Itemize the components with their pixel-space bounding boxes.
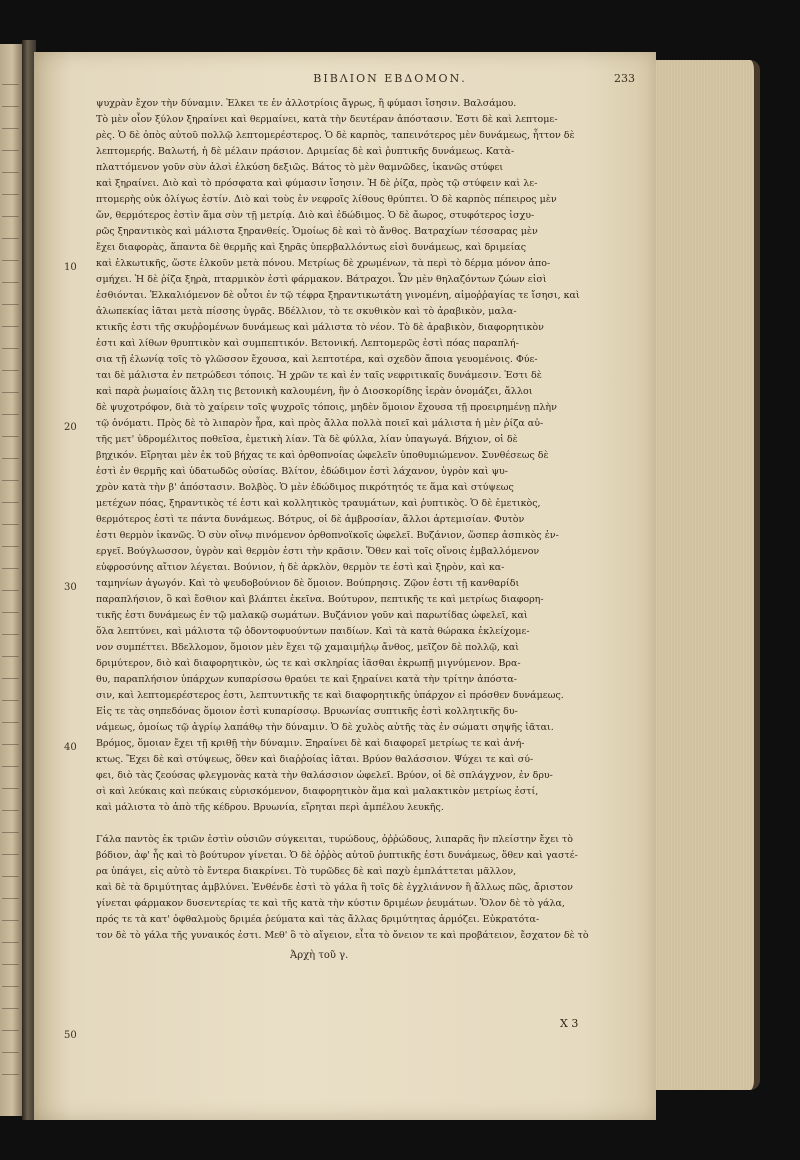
text-line: καὶ μάλιστα τὸ ἀπὸ τῆς κέδρου. Βρυωνία, εἴρηται περὶ ἀμπέλου λευκῆς. <box>96 802 444 813</box>
text-line: πλαττόμενον γοῦν σὺν ἁλσὶ ἐλκύση δεξιῶς. Βάτος τὸ μὲν θαμνῶδες, ἱκανῶς στύφει <box>96 162 504 173</box>
text-line: τικῆς ἐστι δυνάμεως ἐν τῷ μαλακῷ σωμάτων. Βυζάνιον γοῦν καὶ παρωτίδας ὠφελεῖ, καὶ <box>96 610 528 621</box>
left-page-text-mark <box>2 788 19 795</box>
text-line: μετέχων πόας, ξηραντικὸς τέ ἐστι καὶ κολλητικὸς τραυμάτων, καὶ ῥυπτικὸς. Ὁ δὲ ἐμετικὸς, <box>96 498 541 509</box>
text-line: νον συμπέττει. Βδελλομον, ὅμοιον μὲν ἔχει τῷ χαμαιμήλῳ ἄνθος, μεῖζον δὲ πολλῷ, καὶ <box>96 642 519 653</box>
text-line: πρός τε τὰ κατ' ὀφθαλμοὺς δριμέα ῥεύματα καὶ τὰς ἄλλας δριμύτητας ἁρμόζει. Εὐκρατότα- <box>96 914 540 925</box>
text-line: ἀλωπεκίας ἰᾶται μετὰ πίσσης ὑγρᾶς. Βδέλλιον, τὸ τε σκυθικὸν καὶ τὸ ἀραβικὸν, μαλα- <box>96 306 517 317</box>
margin-number: 20 <box>64 422 77 433</box>
left-page-text-mark <box>2 172 19 179</box>
text-line: ρα ὑπάγει, εἰς αὐτὸ τὸ ἔντερα διακρίνει. Τὸ τυρῶδες δὲ καὶ παχὺ ἐμπλάττεται μᾶλλον, <box>96 866 517 877</box>
left-page-text-mark <box>2 194 19 201</box>
left-page-text-mark <box>2 1052 19 1059</box>
page-number: 233 <box>614 72 635 85</box>
left-page-text-mark <box>2 458 19 465</box>
text-line: ἐσθιόνται. Ἑλκαλιόμενον δὲ οὗτοι ἐν τῷ τέφρα ξηραντικωτάτη γινομένη, αἱμοῤῥαγίας τε ἴσησι, καὶ <box>96 290 580 301</box>
left-page-text-mark <box>2 150 19 157</box>
left-page-text-mark <box>2 766 19 773</box>
margin-number: 30 <box>64 582 77 593</box>
margin-number: 10 <box>64 262 77 273</box>
left-page-text-mark <box>2 854 19 861</box>
left-page-text-mark <box>2 832 19 839</box>
left-page-text-mark <box>2 612 19 619</box>
text-line: σὶ καὶ λεύκαις καὶ πεύκαις εὑρισκόμενον, διαφορητικὸν ἅμα καὶ μαλακτικὸν μετρίως ἐστί, <box>96 786 539 797</box>
left-page-edge <box>0 44 22 1116</box>
left-page-text-mark <box>2 128 19 135</box>
text-line: βηχικόν. Εἴρηται μὲν ἐκ τοῦ βήχας τε καὶ ὀρθοπνοίας ὠφελεῖν ὑποθυμιώμενον. Συνθέσεως δὲ <box>96 450 549 461</box>
text-line: σιν, καὶ λεπτομερέστερος ἐστι, λεπτυντικῆς τε καὶ διαφορητικῆς ὑπάρχον εἰ πρόσθεν δυνάμεως. <box>96 690 564 701</box>
left-page-text-mark <box>2 1074 19 1081</box>
left-page-text-mark <box>2 84 19 91</box>
left-page-text-mark <box>2 282 19 289</box>
text-line: καὶ ἑλκωτικῆς, ὥστε ἑλκοῦν μετὰ πόνου. Μετρίως δὲ χρωμένων, τὰ περὶ τὸ δέρμα μόνον ἀπο- <box>96 258 551 269</box>
text-line: ἐστὶ ἐν θερμῆς καὶ ὑδατωδῶς οὐσίας. Βλίτον, ἐδώδιμον ἐστὶ λάχανον, ὑγρὸν καὶ ψυ- <box>96 466 509 477</box>
left-page-text-mark <box>2 524 19 531</box>
left-page-text-mark <box>2 942 19 949</box>
left-page-text-mark <box>2 1008 19 1015</box>
left-page-text-mark <box>2 920 19 927</box>
text-line: Εἰς τε τὰς σηπεδόνας ὅμοιον ἐστὶ κυπαρίσσῳ. Βρυωνίας συπτικῆς ἐστὶ κολλητικῆς δυ- <box>96 706 518 717</box>
text-line: καὶ παρὰ ῥωμαίοις ἄλλη τις βετονικὴ καλουμένη, ἣν ὁ Διοσκορίδης ἱερὰν ὀνομάζει, ἄλλοι <box>96 386 533 397</box>
left-page-text-mark <box>2 480 19 487</box>
left-page-text-mark <box>2 304 19 311</box>
signature-mark: X 3 <box>560 1017 579 1030</box>
left-page-text-mark <box>2 546 19 553</box>
left-page-text-mark <box>2 348 19 355</box>
left-page-text-mark <box>2 1030 19 1037</box>
left-page-text-mark <box>2 392 19 399</box>
text-line: ἐστι θερμὸν ἱκανῶς. Ὁ σὺν οἴνῳ πινόμενον ὀρθοπνοϊκοῖς ὠφελεῖ. Βυζάνιον, ὥσπερ ἀσπικὸς ἐν- <box>96 530 559 541</box>
left-page-text-mark <box>2 106 19 113</box>
text-line <box>96 816 636 832</box>
chapter-heading: Ἀρχὴ τοῦ γ. <box>290 950 349 961</box>
margin-number: 40 <box>64 742 77 753</box>
text-line: εὐφροσύνης αἴτιον λέγεται. Βούνιον, ἡ δὲ ἀρκλὸν, θερμὸν τε ἐστὶ καὶ ξηρὸν, καὶ κα- <box>96 562 505 573</box>
text-line: σμήχει. Ἡ δὲ ῥίζα ξηρὰ, πταρμικὸν ἐστὶ φάρμακον. Βάτραχοι. Ὧν μὲν θηλαζόντων ζώων εἰσὶ <box>96 274 547 285</box>
text-line: πτομερὴς οὐκ ὀλίγως ἐστίν. Διὸ καὶ τοὺς ἐν νεφροῖς λίθους θρύπτει. Ὁ δὲ καρπὸς πέπειρος μὲν <box>96 194 557 205</box>
left-page-text-mark <box>2 326 19 333</box>
running-head: ΒΙΒΛΙΟΝ ΕΒΔΟΜΟΝ. <box>313 72 467 85</box>
left-page-text-mark <box>2 590 19 597</box>
text-line: ὤν, θερμότερος ἐστὶν ἅμα σὺν τῇ μετρίᾳ. Διὸ καὶ ἐδώδιμος. Ὁ δὲ ἄωρος, στυφότερος ἰσχυ- <box>96 210 535 221</box>
text-line: κτως. Ἔχει δὲ καὶ στύψεως, ὅθεν καὶ διαῤῥοίας ἰᾶται. Βρύον θαλάσσιον. Ψύχει τε καὶ σύ- <box>96 754 534 765</box>
left-page-text-mark <box>2 986 19 993</box>
left-page-text-mark <box>2 568 19 575</box>
left-page-text-mark <box>2 964 19 971</box>
text-line: δὲ ψυχοτρόφον, διὰ τὸ χαίρειν τοῖς ψυχροῖς τόποις, μηδὲν ὅμοιον ἔχουσα τῇ προειρημένῃ πλὴν <box>96 402 557 413</box>
text-line: τον δὲ τὸ γάλα τῆς γυναικός ἐστι. Μεθ' ὃ τὸ αἴγειον, εἶτα τὸ ὄνειον τε καὶ προβάτειον, ἔσχατον δὲ τὸ <box>96 930 589 941</box>
text-line: παραπλήσιον, ὃ καὶ ἔσθιον καὶ βλάπτει ἐκεῖνα. Βούτυρον, πεπτικῆς τε καὶ μετρίως διαφορη- <box>96 594 544 605</box>
text-line: βόδιον, ἀφ' ἧς καὶ τὸ βούτυρον γίνεται. Ὁ δὲ ὀῤῥὸς αὐτοῦ ῥυπτικῆς ἐστι δυνάμεως, ὅθεν καὶ γαστέ- <box>96 850 578 861</box>
text-line: δριμύτερον, διὸ καὶ διαφορητικὸν, ὡς τε καὶ σκληρίας ἰᾶσθαι ἐκρωπῇ μιγνύμενον. Βρα- <box>96 658 521 669</box>
text-line: Τὸ μὲν οἷον ξύλον ξηραίνει καὶ θερμαίνει, κατὰ τὴν δευτέραν ἀπόστασιν. Ἐστι δὲ καὶ λεπτομε- <box>96 114 558 125</box>
text-line: χρὸν κατὰ τὴν β' ἀπόστασιν. Βολβὸς. Ὁ μὲν ἐδώδιμος πικρότητός τε ἅμα καὶ στύψεως <box>96 482 514 493</box>
margin-number: 50 <box>64 1030 77 1041</box>
left-page-text-mark <box>2 744 19 751</box>
text-line: ὅλα λεπτύνει, καὶ μάλιστα τῷ ὀδοντοφυούντων παιδίων. Καὶ τὰ κατὰ θώρακα ἐκλείχομε- <box>96 626 530 637</box>
text-line: ἐστι καὶ λίθων θρυπτικὸν καὶ συμπεπτικόν. Βετονική. Λεπτομερῶς ἐστὶ πόας παραπλή- <box>96 338 519 349</box>
text-line: ρῶς ξηραντικὸς καὶ μάλιστα ξηρανθείς. Ὁμοίως δὲ καὶ τὸ ἄνθος. Βατραχίων τέσσαρας μὲν <box>96 226 538 237</box>
text-line: σια τῇ ἐλωνίᾳ τοῖς τὸ γλῶσσον ἔχουσα, καὶ λεπτοτέρα, καὶ σχεδὸν ἄποια γευομένοις. Φύε- <box>96 354 538 365</box>
text-line: ρὲς. Ὁ δὲ ὀπὸς αὐτοῦ πολλῷ λεπτομερέστερος. Ὁ δὲ καρπὸς, ταπεινότερος μὲν δυνάμεως, ἧττον δὲ <box>96 130 575 141</box>
text-line: νάμεως, ὁμοίως τῷ ἀγρίῳ λαπάθῳ τὴν δύναμιν. Ὁ δὲ χυλὸς αὐτῆς τὰς ἐν σώματι σηψῆς ἰᾶται. <box>96 722 554 733</box>
left-page-text-mark <box>2 656 19 663</box>
text-line: λεπτομερής. Βαλωτή, ἡ δὲ μέλαιν πράσιον. Δριμείας δὲ καὶ ῥυπτικῆς δυνάμεως. Κατὰ- <box>96 146 515 157</box>
page-edges <box>652 60 760 1090</box>
text-line: εργεῖ. Βούγλωσσον, ὑγρὸν καὶ θερμὸν ἐστι τὴν κρᾶσιν. Ὅθεν καὶ τοῖς οἴνοις ἐμβαλλόμενον <box>96 546 540 557</box>
page-text-body <box>96 96 636 1096</box>
text-line: τῆς μετ' ὑδρομέλιτος ποθεῖσα, ἐμετικὴ λίαν. Τὰ δὲ φύλλα, λίαν ὑπαγωγά. Βήχιον, οἱ δὲ <box>96 434 518 445</box>
left-page-text-mark <box>2 502 19 509</box>
left-page-text-mark <box>2 436 19 443</box>
left-page-text-mark <box>2 876 19 883</box>
left-page-text-mark <box>2 898 19 905</box>
text-line: ψυχρὰν ἔχον τὴν δύναμιν. Ἐλκει τε ἐν ἀλλοτρίοις ἄγρως, ἢ φύμασι ἴσησιν. Βαλσάμου. <box>96 98 517 109</box>
text-line: καὶ ξηραίνει. Διὸ καὶ τὸ πρόσφατα καὶ φύμασιν ἴσησιν. Ἡ δὲ ῥίζα, πρὸς τῷ στύφειν καὶ λε- <box>96 178 538 189</box>
text-line: ἔχει διαφορὰς, ἅπαντα δὲ θερμῆς καὶ ξηρᾶς ὑπερβαλλόντως εἰσὶ δυνάμεως, καὶ δριμείας <box>96 242 527 253</box>
text-line: φει, διὸ τὰς ζεούσας φλεγμονὰς κατὰ τὴν θαλάσσιον ὠφελεῖ. Βρύον, οἱ δὲ σπλάγχνον, ἐν δρυ- <box>96 770 553 781</box>
left-page-text-mark <box>2 370 19 377</box>
text-line: θυ, παραπλήσιον ὑπάρχων κυπαρίσσω θραύει τε καὶ ξηραίνει κατὰ τὴν τρίτην ἀπόστα- <box>96 674 517 685</box>
left-page-text-mark <box>2 238 19 245</box>
left-page-text-mark <box>2 700 19 707</box>
left-page-text-mark <box>2 216 19 223</box>
left-page-text-mark <box>2 634 19 641</box>
left-page-text-mark <box>2 678 19 685</box>
text-line: Βρόμος, ὅμοιαν ἔχει τῇ κριθῇ τὴν δύναμιν. Ξηραίνει δὲ καὶ διαφορεῖ μετρίως τε καὶ ἀνή- <box>96 738 525 749</box>
text-line: τῷ ὀνόματι. Πρὸς δὲ τὸ λιπαρὸν ἦρα, καὶ πρὸς ἄλλα πολλὰ ποιεῖ καὶ μάλιστα ἡ μὲν ῥίζα αὐ- <box>96 418 544 429</box>
left-page-text-mark <box>2 722 19 729</box>
text-line: ταμηνίων ἀγωγόν. Καὶ τὸ ψευδοβούνιον δὲ ὅμοιον. Βούπρησις. Ζῷον ἐστι τῇ κανθαρίδι <box>96 578 520 589</box>
text-line: θερμότερος ἐστὶ τε πάντα δυνάμεως. Βότρυς, οἱ δὲ ἀμβροσίαν, ἄλλοι ἀρτεμισίαν. Φυτὸν <box>96 514 525 525</box>
text-line: ται δὲ μάλιστα ἐν πετρώδεσι τόποις. Ἡ χρῶν τε καὶ ἐν ταῖς νεφριτικαῖς δυνάμεσιν. Ἐστι δὲ <box>96 370 542 381</box>
text-line: κτικῆς ἐστι τῆς σκυῤῥομένων δυνάμεως καὶ μάλιστα τὸ νέον. Τὸ δὲ ἀραβικὸν, διαφορητικὸν <box>96 322 544 333</box>
left-page-text-mark <box>2 810 19 817</box>
text-line: Γάλα παντὸς ἐκ τριῶν ἐστὶν οὐσιῶν σύγκειται, τυρώδους, ὀῤῥώδους, λιπαρᾶς ἣν πλείστην ἔχει τὸ <box>96 834 573 845</box>
left-page-text-mark <box>2 414 19 421</box>
text-line: καὶ δὲ τὰ δριμύτητας ἀμβλύνει. Ἐνθένδε ἐστὶ τὸ γάλα ἢ τοῖς δὲ ἐγχλιάννον ἢ ἄλλως πῶς, ἄριστον <box>96 882 573 893</box>
left-page-text-mark <box>2 260 19 267</box>
text-line: γίνεται φάρμακον δυσεντερίας τε καὶ τῆς κατὰ τὴν κύστιν δριμέων ῥευμάτων. Ὅλον δὲ τὸ γάλα, <box>96 898 565 909</box>
